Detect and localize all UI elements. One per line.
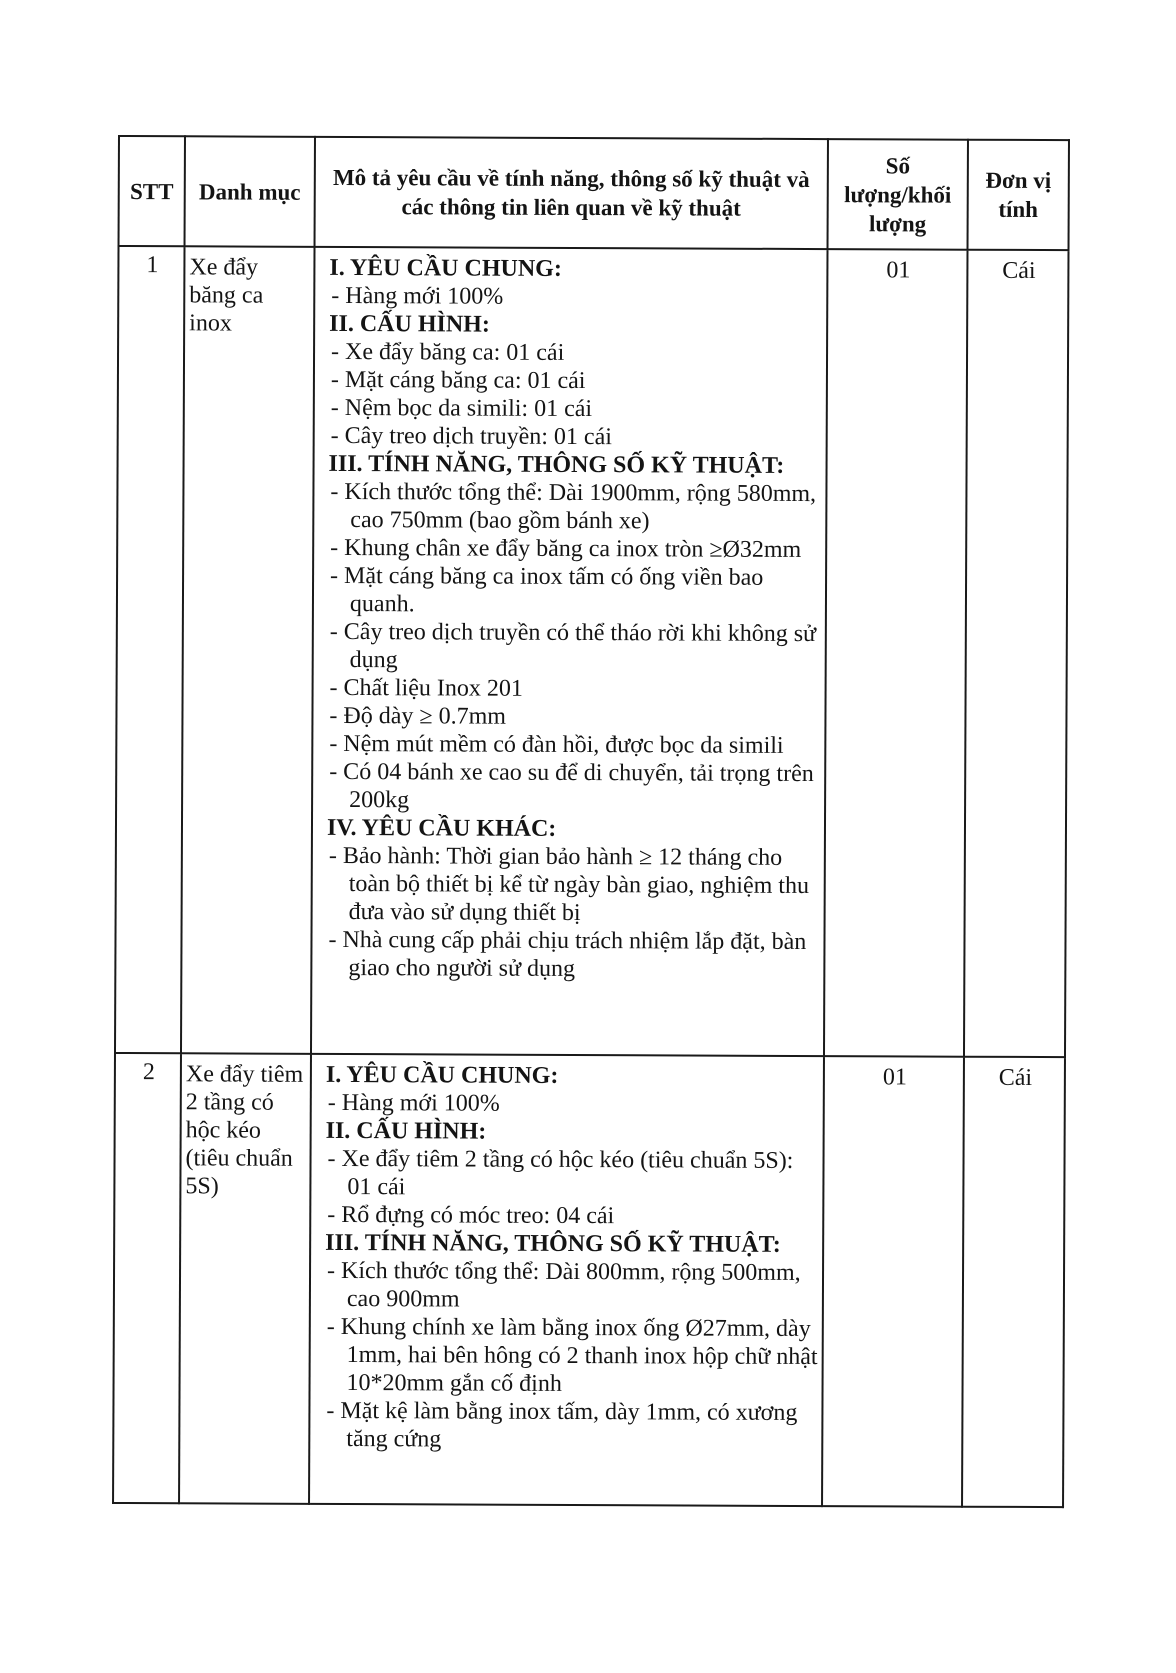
section-title: IV. YÊU CẦU KHÁC: xyxy=(326,814,557,842)
section-title: II. CẤU HÌNH: xyxy=(325,1117,487,1145)
section-item: - Kích thước tổng thể: Dài 1900mm, rộng 580mm, cao 750mm (bao gồm bánh xe) xyxy=(330,478,817,535)
header-quantity: Số lượng/khối lượng xyxy=(828,139,968,250)
header-unit: Đơn vị tính xyxy=(968,140,1069,250)
section-title: I. YÊU CẦU CHUNG: xyxy=(325,1061,559,1089)
section-item: - Hàng mới 100% xyxy=(331,282,504,310)
row-stt: 1 xyxy=(115,246,185,1053)
section-item: - Xe đẩy tiêm 2 tầng có hộc kéo (tiêu chuẩn 5S): 01 cái xyxy=(327,1145,794,1201)
header-category: Danh mục xyxy=(185,136,315,247)
section-item: - Chất liệu Inox 201 xyxy=(329,674,523,702)
section-item: - Hàng mới 100% xyxy=(327,1089,500,1117)
row-unit: Cái xyxy=(964,250,1069,1057)
section-item: - Nhà cung cấp phải chịu trách nhiệm lắp đặt, bàn giao cho người sử dụng xyxy=(328,926,807,983)
row-quantity: 01 xyxy=(822,1056,964,1507)
section-title: I. YÊU CẦU CHUNG: xyxy=(329,254,562,282)
spec-table xyxy=(112,135,1070,1508)
section-item: - Cây treo dịch truyền có thể tháo rời khi không sử dụng xyxy=(329,618,817,674)
section-item: - Độ dày ≥ 0.7mm xyxy=(329,702,507,730)
row-category: Xe đẩy băng ca inox xyxy=(181,246,315,1054)
header-description: Mô tả yêu cầu về tính năng, thông số kỹ thuật và các thông tin liên quan về kỹ thuật xyxy=(315,137,828,249)
section-title: III. TÍNH NĂNG, THÔNG SỐ KỸ THUẬT: xyxy=(325,1229,781,1258)
row-description xyxy=(311,247,828,1056)
section-item: - Nệm mút mềm có đàn hồi, được bọc da simili xyxy=(329,730,784,759)
section-item: - Rổ đựng có móc treo: 04 cái xyxy=(327,1201,615,1230)
row-unit: Cái xyxy=(962,1057,1065,1507)
section-item: - Nệm bọc da simili: 01 cái xyxy=(330,394,593,423)
section-item: - Cây treo dịch truyền: 01 cái xyxy=(330,422,612,451)
row-description xyxy=(309,1054,824,1506)
section-item: - Bảo hành: Thời gian bảo hành ≥ 12 tháng cho toàn bộ thiết bị kể từ ngày bàn giao, nghiệm thu đưa vào sử dụng thiết bị xyxy=(328,842,810,927)
row-quantity: 01 xyxy=(824,249,968,1057)
section-title: III. TÍNH NĂNG, THÔNG SỐ KỸ THUẬT: xyxy=(328,450,785,479)
row-category: Xe đẩy tiêm 2 tầng có hộc kéo (tiêu chuẩn 5S) xyxy=(179,1053,311,1504)
section-item: - Kích thước tổng thể: Dài 800mm, rộng 500mm, cao 900mm xyxy=(326,1257,801,1313)
section-item: - Khung chính xe làm bằng inox ống Ø27mm, dày 1mm, hai bên hông có 2 thanh inox hộp chữ nhật 10*20mm gắn cố định xyxy=(326,1313,818,1397)
section-item: - Khung chân xe đẩy băng ca inox tròn ≥Ø32mm xyxy=(330,534,802,563)
section-item: - Xe đẩy băng ca: 01 cái xyxy=(330,338,565,366)
header-stt: STT xyxy=(119,136,185,246)
section-item: - Mặt kệ làm bằng inox tấm, dày 1mm, có xương tăng cứng xyxy=(326,1397,798,1453)
section-item: - Có 04 bánh xe cao su để di chuyển, tải trọng trên 200kg xyxy=(329,758,814,814)
section-item: - Mặt cáng băng ca inox tấm có ống viền bao quanh. xyxy=(330,562,764,618)
section-item: - Mặt cáng băng ca: 01 cái xyxy=(330,366,586,395)
section-title: II. CẤU HÌNH: xyxy=(329,310,490,338)
header-row xyxy=(119,136,1069,250)
row-stt: 2 xyxy=(113,1053,181,1503)
table-row xyxy=(115,246,1069,1057)
table-row xyxy=(113,1053,1065,1507)
